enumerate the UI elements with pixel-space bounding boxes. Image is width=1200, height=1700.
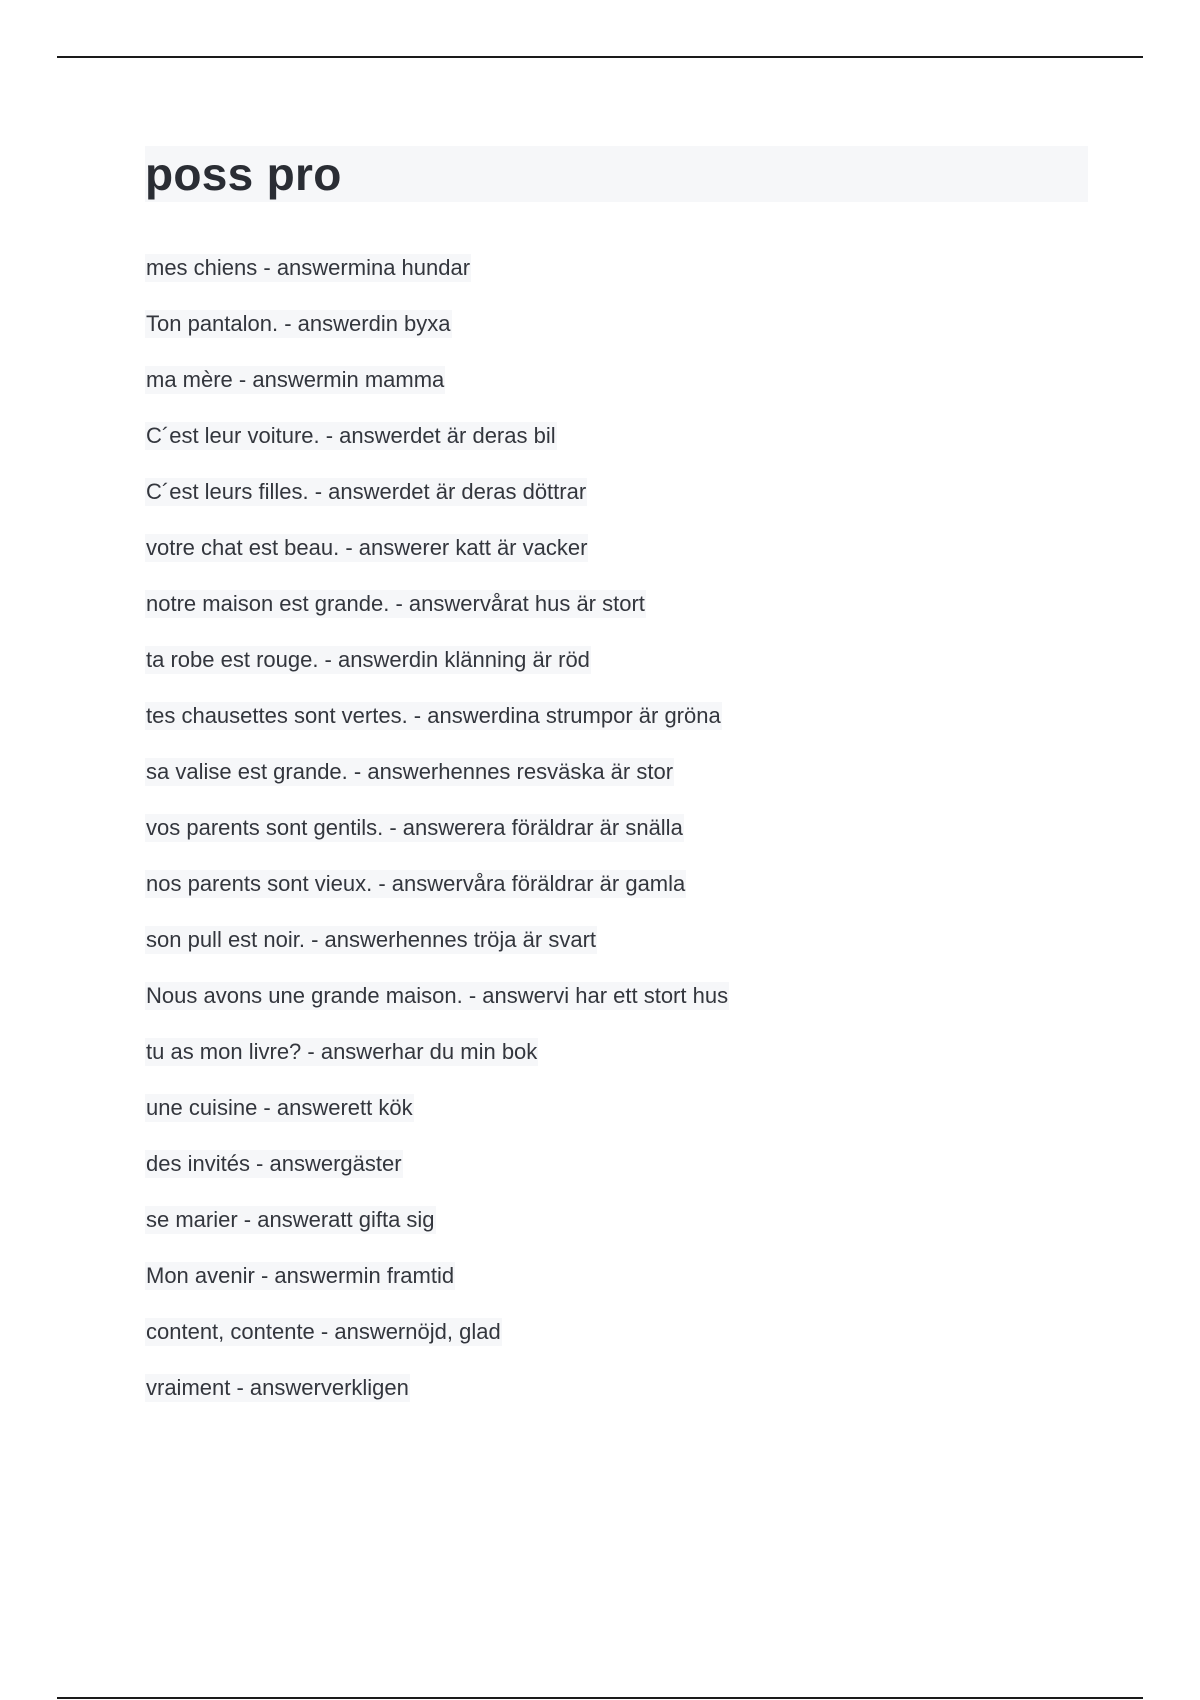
flashcard-text: vos parents sont gentils. - answerera föräldrar är snälla <box>146 815 683 840</box>
top-divider <box>57 56 1143 58</box>
flashcard-item <box>145 478 729 534</box>
flashcard-text: nos parents sont vieux. - answervåra föräldrar är gamla <box>146 871 686 896</box>
flashcard-item <box>145 1094 729 1150</box>
flashcard-item <box>145 1374 729 1430</box>
flashcard-text: ma mère - answermin mamma <box>146 367 445 392</box>
flashcard-item <box>145 702 729 758</box>
flashcard-text: son pull est noir. - answerhennes tröja är svart <box>146 927 597 952</box>
flashcard-item <box>145 758 729 814</box>
flashcard-text: se marier - answeratt gifta sig <box>146 1207 435 1232</box>
flashcard-item <box>145 310 729 366</box>
flashcard-text: C´est leurs filles. - answerdet är deras döttrar <box>146 479 587 504</box>
flashcard-text: content, contente - answernöjd, glad <box>146 1319 501 1344</box>
flashcard-item <box>145 422 729 478</box>
flashcard-item <box>145 1150 729 1206</box>
flashcard-text: tu as mon livre? - answerhar du min bok <box>146 1039 538 1064</box>
flashcard-item <box>145 646 729 702</box>
flashcard-text: mes chiens - answermina hundar <box>146 255 471 280</box>
flashcard-text: Ton pantalon. - answerdin byxa <box>146 311 451 336</box>
flashcard-text: tes chausettes sont vertes. - answerdina strumpor är gröna <box>146 703 721 728</box>
flashcard-text: une cuisine - answerett kök <box>146 1095 413 1120</box>
flashcard-text: C´est leur voiture. - answerdet är deras bil <box>146 423 556 448</box>
flashcard-item <box>145 926 729 982</box>
flashcard-item <box>145 870 729 926</box>
flashcard-text: ta robe est rouge. - answerdin klänning är röd <box>146 647 590 672</box>
flashcard-item <box>145 982 729 1038</box>
flashcard-text: Mon avenir - answermin framtid <box>146 1263 455 1288</box>
flashcard-list <box>145 254 729 1430</box>
flashcard-item <box>145 534 729 590</box>
flashcard-text: vraiment - answerverkligen <box>146 1375 409 1400</box>
flashcard-item <box>145 1038 729 1094</box>
flashcard-item <box>145 1262 729 1318</box>
flashcard-text: des invités - answergäster <box>146 1151 402 1176</box>
flashcard-item <box>145 1206 729 1262</box>
bottom-divider <box>57 1697 1143 1699</box>
flashcard-item <box>145 1318 729 1374</box>
flashcard-text: votre chat est beau. - answerer katt är vacker <box>146 535 588 560</box>
page-title: poss pro <box>145 148 342 200</box>
flashcard-item <box>145 590 729 646</box>
flashcard-text: notre maison est grande. - answervårat hus är stort <box>146 591 645 616</box>
flashcard-item <box>145 366 729 422</box>
flashcard-text: sa valise est grande. - answerhennes resväska är stor <box>146 759 674 784</box>
flashcard-item <box>145 814 729 870</box>
flashcard-text: Nous avons une grande maison. - answervi har ett stort hus <box>146 983 729 1008</box>
flashcard-item <box>145 254 729 310</box>
